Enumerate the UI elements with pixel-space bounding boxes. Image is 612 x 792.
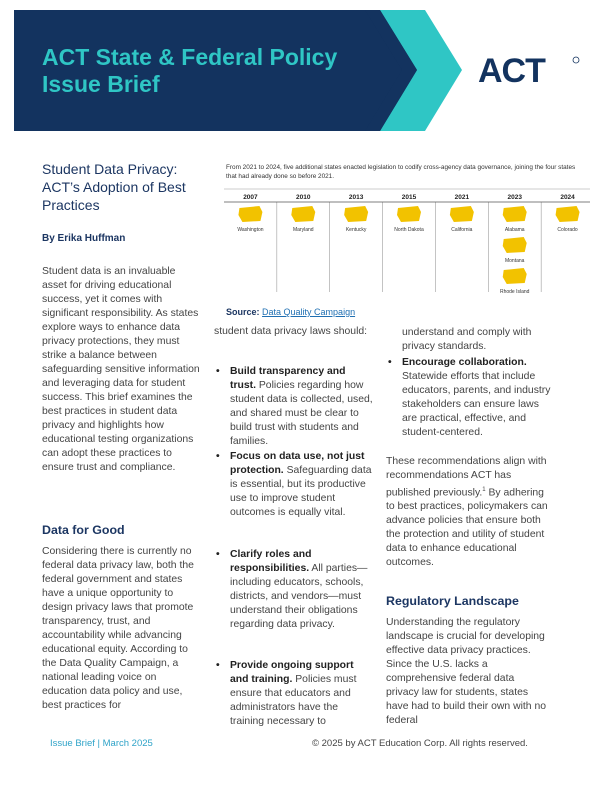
- state-label: California: [451, 227, 473, 233]
- state-shape: [450, 206, 474, 222]
- column2-intro: student data privacy laws should:: [214, 326, 368, 337]
- figure-source: [226, 307, 355, 317]
- state-shape: [291, 206, 315, 222]
- state-shape: [503, 237, 527, 253]
- regulatory-paragraph: Understanding the regulatory landscape is crucial for developing effective data privacy practices. Since the U.S. lacks a comprehensive federal data privacy law for students, states have had to build their own with no federal: [386, 617, 547, 726]
- state-shape: [344, 206, 368, 222]
- section-heading-regulatory-landscape: Regulatory Landscape: [386, 594, 519, 608]
- state-shape: [556, 206, 580, 222]
- footer-issue-date: Issue Brief | March 2025: [50, 738, 153, 749]
- year-label: 2024: [560, 194, 575, 201]
- source-link[interactable]: Data Quality Campaign: [262, 307, 356, 317]
- act-logo: [478, 54, 582, 86]
- year-label: 2021: [454, 194, 470, 201]
- bullet-item: [216, 365, 374, 449]
- bullet-dot-icon: •: [216, 549, 220, 560]
- bullet-text: Policies must ensure that educators and administrators have the training necessary to: [230, 674, 357, 727]
- state-legislation-timeline: [224, 188, 594, 300]
- bullet-dot-icon: •: [216, 451, 220, 462]
- year-label: 2023: [507, 194, 522, 201]
- bullet-dot-icon: •: [216, 366, 220, 377]
- state-label: Kentucky: [345, 227, 367, 233]
- bullet-item: [216, 548, 374, 632]
- bullet-item: [216, 659, 374, 729]
- bullet-heading: Encourage collaboration.: [402, 357, 527, 368]
- bullet-text: Statewide efforts that include educators, parents, and industry stakeholders can ensure laws are practical, effective, and student-centered.: [402, 371, 551, 438]
- recommendations-paragraph: [386, 455, 554, 570]
- year-label: 2007: [243, 194, 258, 201]
- recommendations-text: These recommendations align with recommendations ACT has published previously.: [386, 456, 547, 499]
- state-shape: [503, 206, 527, 222]
- year-label: 2013: [348, 194, 364, 201]
- recommendations-text-end: By adhering to best practices, policymakers can advance policies that ensure both the protection and utility of student data to enhance educational outcomes.: [386, 487, 548, 569]
- state-shape: [503, 268, 527, 284]
- section-heading-data-for-good: Data for Good: [42, 523, 125, 537]
- data-for-good-paragraph: Considering there is currently no federal data privacy law, both the federal government and states have a unique opportunity to design privacy laws that promote transparency, trust, and accountability while advancing educational equity. According to the Data Quality Campaign, a national leading voice on education data policy and use, best practices for: [42, 546, 194, 711]
- state-label: Colorado: [557, 227, 578, 233]
- brief-title: [42, 44, 337, 98]
- bullet-dot-icon: •: [388, 357, 392, 368]
- year-label: 2010: [296, 194, 311, 201]
- footnote-marker[interactable]: 1: [482, 487, 486, 493]
- source-label: Source:: [226, 307, 260, 317]
- column3-continuation: understand and comply with privacy standards.: [402, 327, 532, 352]
- footer-copyright: © 2025 by ACT Education Corp. All rights reserved.: [312, 738, 528, 749]
- brief-title-line2: Issue Brief: [42, 71, 160, 97]
- bullet-heading: Focus on data use, not just protection.: [230, 451, 365, 476]
- bullet-heading: Clarify roles and responsibilities.: [230, 549, 312, 574]
- figure-caption: From 2021 to 2024, five additional states enacted legislation to codify cross-agency data governance, joining the four states that had already done so before 2021.: [226, 164, 576, 180]
- bullet-text: Safeguarding data is essential, but its productive use to improve student outcomes is equally vital.: [230, 465, 372, 518]
- state-label: Alabama: [504, 227, 525, 233]
- state-shape: [238, 206, 262, 222]
- year-label: 2015: [401, 194, 417, 201]
- bullet-heading: Build transparency and trust.: [230, 366, 346, 391]
- state-label: Rhode Island: [499, 289, 530, 295]
- bullet-text: All parties—including educators, schools, districts, and vendors—must understand their obligations regarding data privacy.: [230, 563, 368, 630]
- bullet-text: Policies regarding how student data is collected, used, and shared must be clear to build trust with students and families.: [230, 380, 373, 447]
- state-shape: [397, 206, 421, 222]
- act-logo-text: ACT: [478, 54, 545, 86]
- author-byline: By Erika Huffman: [42, 233, 126, 244]
- bullet-item: [388, 356, 552, 440]
- intro-paragraph: Student data is an invaluable asset for driving educational success, yet it comes with significant responsibility. As states explore ways to enhance data privacy protections, they must strike a balance between safeguarding sensitive information and leveraging data for student success. This brief examines the best practices in student data privacy and highlights how educational testing organizations can adopt these practices to ensure trust and compliance.: [42, 266, 200, 473]
- state-label: Montana: [504, 258, 525, 264]
- bullet-item: [216, 450, 374, 520]
- left-column: [42, 160, 202, 244]
- bullet-dot-icon: •: [216, 660, 220, 671]
- state-label: Maryland: [292, 227, 314, 233]
- bullet-heading: Provide ongoing support and training.: [230, 660, 354, 685]
- article-title: Student Data Privacy: ACT’s Adoption of Best Practices: [42, 161, 186, 213]
- state-label: Washington: [237, 227, 264, 233]
- brief-title-line1: ACT State & Federal Policy: [42, 44, 338, 70]
- state-label: North Dakota: [394, 227, 424, 233]
